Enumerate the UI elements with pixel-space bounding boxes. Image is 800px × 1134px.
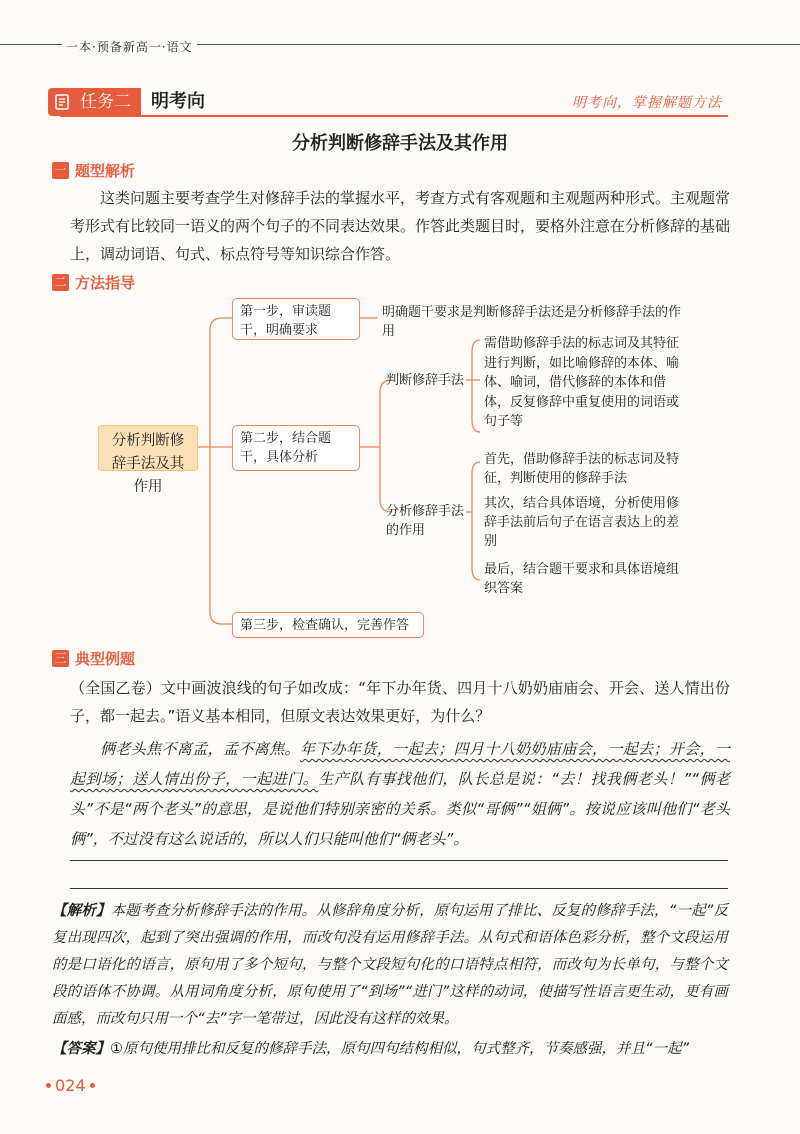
answer-tag: 【答案】 bbox=[52, 1041, 110, 1057]
analyze-note-1: 首先，借助修辞手法的标志词及特征，判断使用的修辞手法 bbox=[484, 452, 680, 486]
answer-text: ①原句使用排比和反复的修辞手法，原句四句结构相似，句式整齐，节奏感强，并且“一起” bbox=[110, 1041, 690, 1057]
analysis-paragraph bbox=[52, 898, 728, 1033]
page-number-text: 024 bbox=[55, 1076, 86, 1095]
analyze-note-2: 其次，结合具体语境，分析使用修辞手法前后句子在语言表达上的差别 bbox=[484, 496, 680, 549]
page-title: 分析判断修辞手法及其作用 bbox=[292, 133, 508, 154]
section-title: 典型例题 bbox=[75, 650, 136, 668]
intro-paragraph: 这类问题主要考查学生对修辞手法的掌握水平，考查方式有客观题和主观题两种形式。主观题常考形式有比较同一语义的两个句子的不同表达效果。作答此类题目时，要格外注意在分析修辞的基础上，调动词语、句式、标点符号等知识综合作答。 bbox=[70, 189, 731, 263]
book-title: 一本·预备新高一·语文 bbox=[62, 38, 197, 55]
flowchart-root: 分析判断修辞手法及其作用 bbox=[98, 425, 198, 471]
analysis-text: 本题考查分析修辞手法的作用。从修辞角度分析，原句运用了排比、反复的修辞手法，“一起”反复出现四次，起到了突出强调的作用，而改句没有运用修辞手法。从句式和语体色彩分析，整个文段运用的是口语化的语言，原句用了多个短句，与整个文段短句化的口语特点相符，而改句为长单句，与整个文段的语体不协调。从用词角度分析，原句使用了“到场”“进门”这样的动词，使描写性语言更生动，更有画面感，而改句只用一个“去”字一笔带过，因此没有这样的效果。 bbox=[52, 903, 729, 1027]
analysis-tag: 【解析】 bbox=[52, 903, 111, 919]
judge-note: 需借助修辞手法的标志词及其特征进行判断，如比喻修辞的本体、喻体、喻词，借代修辞的本体和借体，反复修辞中重复使用的词语或句子等 bbox=[484, 336, 680, 429]
passage-tail: 生产队有事找他们，队长总是说：“去！找我俩老头！”“俩老头”不是“两个老头”的意思，是说他们特别亲密的关系。类似“哥俩”“姐俩”。按说应该叫他们“老头俩”，不过没有这么说话的，所以人们只能叫他们“俩老头”。 bbox=[70, 770, 730, 848]
judge-label: 判断修辞手法 bbox=[386, 373, 465, 388]
flowchart-step-2: 第二步，结合题干，具体分析 bbox=[232, 425, 360, 471]
example-question: （全国乙卷）文中画波浪线的句子如改成：“年下办年货、四月十八奶奶庙庙会、开会、送人情出份子，都一起去。”语义基本相同，但原文表达效果更好，为什么？ bbox=[70, 679, 730, 725]
step-1-note: 明确题干要求是判断修辞手法还是分析修辞手法的作用 bbox=[382, 305, 682, 339]
analyze-note-3: 最后，结合题干要求和具体语境组织答案 bbox=[484, 562, 680, 596]
section-number: 二 bbox=[52, 274, 69, 291]
example-passage bbox=[70, 734, 730, 854]
task-subtitle: 明考向，掌握解题方法 bbox=[572, 95, 722, 111]
flowchart-step-1: 第一步，审读题干，明确要求 bbox=[232, 298, 360, 340]
task-title: 明考向 bbox=[151, 91, 205, 112]
section-heading-3 bbox=[52, 648, 135, 669]
task-label: 任务二 bbox=[76, 88, 141, 116]
wavy-sentence: 年下办年货，一起去；四月十八奶奶庙庙会，一起去；开会，一起到场；送人情出份子，一起进门。 bbox=[70, 740, 730, 788]
answer-line bbox=[70, 860, 728, 861]
answer-line bbox=[70, 888, 728, 889]
section-number: 一 bbox=[52, 162, 69, 179]
section-title: 方法指导 bbox=[75, 274, 136, 292]
section-title: 题型解析 bbox=[75, 162, 136, 180]
analyze-label: 分析修辞手法的作用 bbox=[386, 504, 465, 538]
page-number bbox=[42, 1076, 99, 1095]
flowchart-step-3: 第三步，检查确认，完善作答 bbox=[232, 612, 424, 638]
section-number: 三 bbox=[52, 650, 69, 667]
answer-paragraph bbox=[52, 1036, 728, 1063]
passage-lead: 俩老头焦不离孟，孟不离焦。 bbox=[100, 740, 300, 758]
